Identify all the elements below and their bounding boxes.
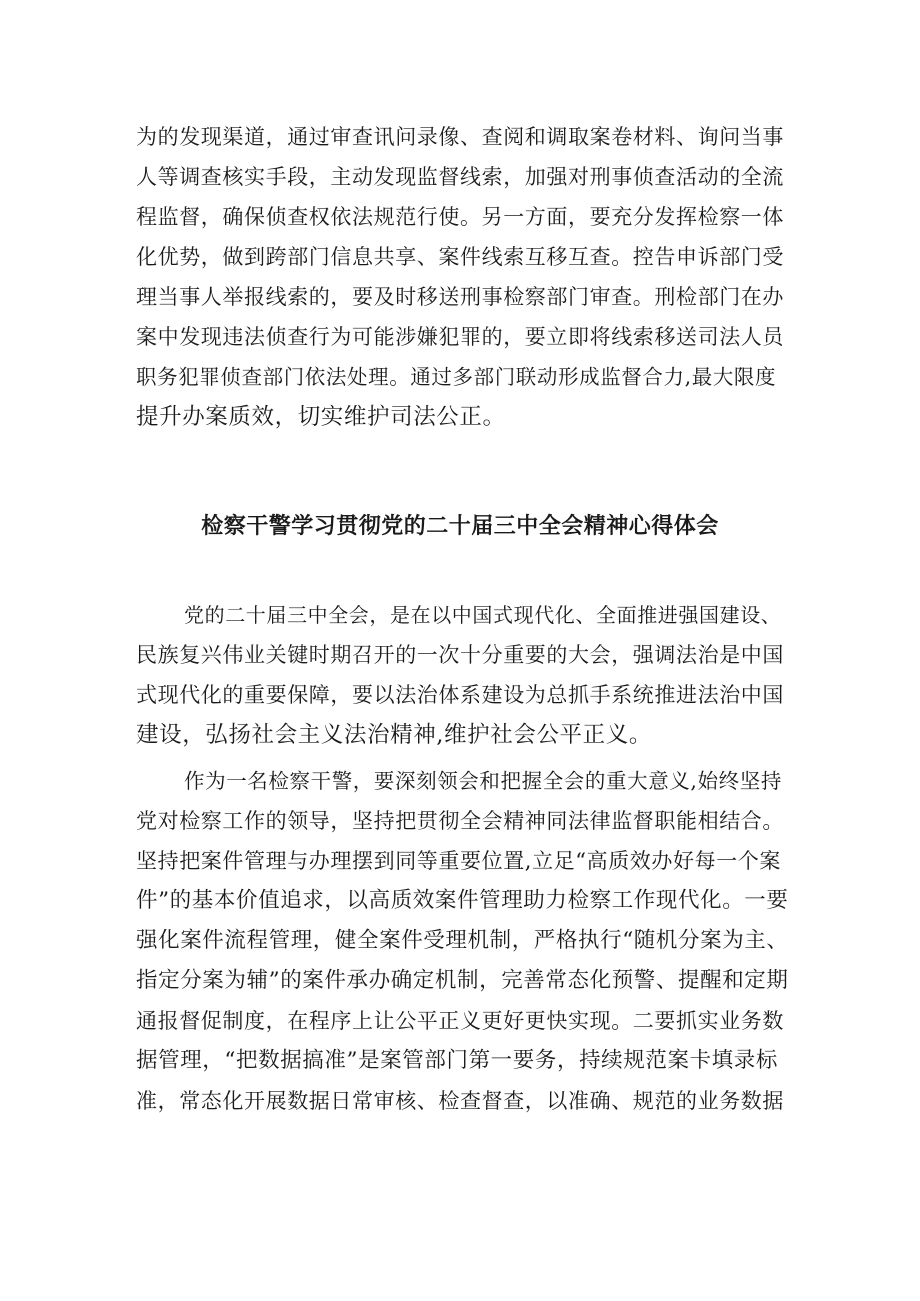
text-line: 坚持把案件管理与办理摆到同等重要位置,立足“高质效办好每一个案 bbox=[136, 849, 782, 873]
text-line: 通报督促制度，在程序上让公平正义更好更快实现。二要抓实业务数 bbox=[136, 1009, 784, 1033]
text-line: 党的二十届三中全会，是在以中国式现代化、全面推进强国建设、 bbox=[184, 603, 782, 627]
text-line: 提升办案质效，切实维护司法公正。 bbox=[136, 404, 506, 430]
text-line: 民族复兴伟业关键时期召开的一次十分重要的大会，强调法治是中国 bbox=[136, 643, 784, 667]
text-line: 式现代化的重要保障，要以法治体系建设为总抓手系统推进法治中国 bbox=[136, 683, 784, 707]
text-line: 化优势，做到跨部门信息共享、案件线索互移互查。控告申诉部门受 bbox=[136, 245, 784, 269]
article-title: 检察干警学习贯彻党的二十届三中全会精神心得体会 bbox=[201, 514, 719, 539]
text-line: 程监督，确保侦查权依法规范行使。另一方面，要充分发挥检察一体 bbox=[136, 205, 784, 229]
text-line: 案中发现违法侦查行为可能涉嫌犯罪的，要立即将线索移送司法人员 bbox=[136, 325, 784, 349]
text-line: 准，常态化开展数据日常审核、检查督查，以准确、规范的业务数据 bbox=[136, 1089, 784, 1113]
text-line: 件”的基本价值追求，以高质效案件管理助力检察工作现代化。一要 bbox=[136, 888, 789, 913]
text-line: 作为一名检察干警，要深刻领会和把握全会的重大意义,始终坚持 bbox=[184, 769, 782, 793]
text-line: 党对检察工作的领导，坚持把贯彻全会精神同法律监督职能相结合。 bbox=[136, 809, 784, 833]
text-line: 人等调查核实手段，主动发现监督线索，加强对刑事侦查活动的全流 bbox=[136, 165, 784, 189]
text-line: 职务犯罪侦查部门依法处理。通过多部门联动形成监督合力,最大限度 bbox=[136, 365, 777, 389]
text-line: 理当事人举报线索的，要及时移送刑事检察部门审查。刑检部门在办 bbox=[136, 285, 784, 309]
text-line: 强化案件流程管理，健全案件受理机制，严格执行“随机分案为主、 bbox=[136, 928, 789, 953]
text-line: 为的发现渠道，通过审查讯问录像、查阅和调取案卷材料、询问当事 bbox=[136, 125, 784, 149]
text-line: 指定分案为辅”的案件承办确定机制，完善常态化预警、提醒和定期 bbox=[136, 968, 789, 993]
text-line: 据管理，“把数据搞准”是案管部门第一要务，持续规范案卡填录标 bbox=[136, 1048, 778, 1073]
text-line: 建设，弘扬社会主义法治精神,维护社会公平正义。 bbox=[136, 722, 652, 748]
